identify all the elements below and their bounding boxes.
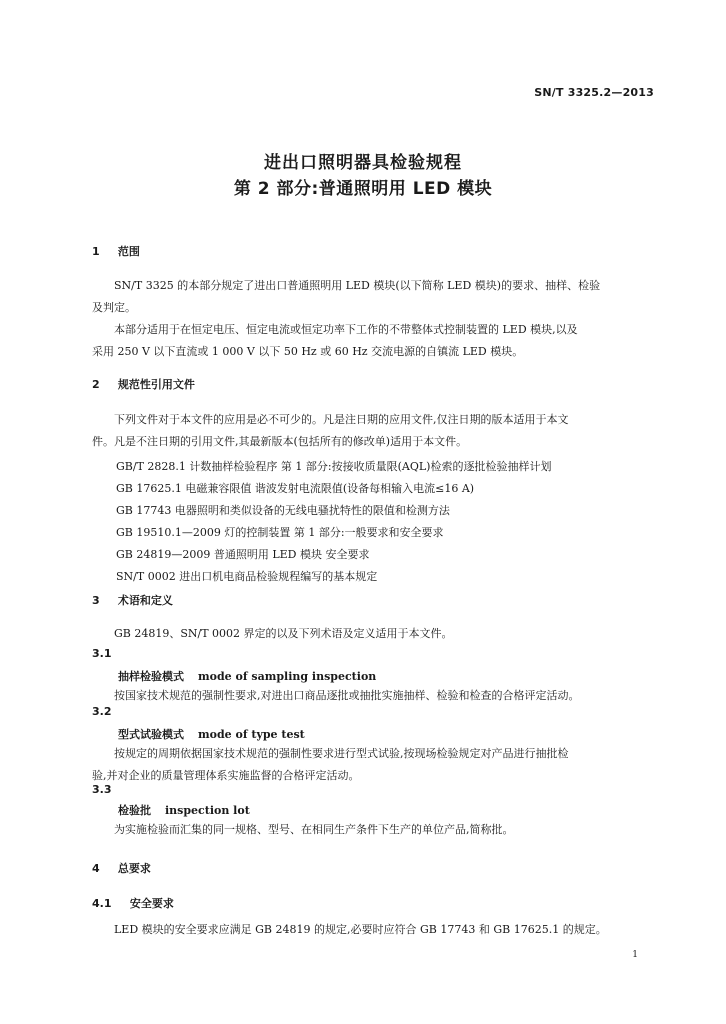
section-number: 4 [92, 862, 100, 875]
section-title: 总要求 [117, 862, 151, 875]
document-subtitle: 第 2 部分:普通照明用 LED 模块 [233, 179, 493, 199]
section-title: 规范性引用文件 [117, 378, 195, 391]
term-entry [118, 802, 250, 818]
paragraph-line: 采用 250 V 以下直流或 1 000 V 以下 50 Hz 或 60 Hz 交流电源的自镇流 LED 模块。 [92, 345, 524, 358]
subsection-heading-safety [92, 895, 174, 911]
reference-item: GB 24819—2009 普通照明用 LED 模块 安全要求 [116, 548, 370, 561]
reference-item: GB/T 2828.1 计数抽样检验程序 第 1 部分:按接收质量限(AQL)检索的逐批检验抽样计划 [116, 460, 552, 473]
section-number: 3 [92, 594, 100, 607]
term-entry [118, 668, 376, 684]
document-title: 进出口照明器具检验规程 [264, 153, 462, 173]
term-english: inspection lot [165, 804, 250, 817]
paragraph-line: SN/T 3325 的本部分规定了进出口普通照明用 LED 模块(以下简称 LED 模块)的要求、抽样、检验 [114, 279, 601, 292]
term-definition: 为实施检验而汇集的同一规格、型号、在相同生产条件下生产的单位产品,简称批。 [114, 823, 514, 836]
paragraph-line: 本部分适用于在恒定电压、恒定电流或恒定功率下工作的不带整体式控制装置的 LED 模块,以及 [114, 323, 578, 336]
term-chinese: 抽样检验模式 [118, 670, 184, 683]
subsection-title: 安全要求 [129, 897, 174, 910]
subsection-number: 4.1 [92, 897, 112, 910]
section-number: 2 [92, 378, 100, 391]
reference-item: GB 17743 电器照明和类似设备的无线电骚扰特性的限值和检测方法 [116, 504, 450, 517]
section-title: 范围 [117, 245, 140, 258]
reference-item: GB 19510.1—2009 灯的控制装置 第 1 部分:一般要求和安全要求 [116, 526, 444, 539]
term-definition: 按国家技术规范的强制性要求,对进出口商品逐批或抽批实施抽样、检验和检查的合格评定活动。 [114, 689, 580, 702]
paragraph-line: LED 模块的安全要求应满足 GB 24819 的规定,必要时应符合 GB 17743 和 GB 17625.1 的规定。 [114, 923, 607, 936]
paragraph-line: 件。凡是不注日期的引用文件,其最新版本(包括所有的修改单)适用于本文件。 [92, 435, 468, 448]
standard-code: SN/T 3325.2—2013 [534, 86, 654, 99]
paragraph-line: GB 24819、SN/T 0002 界定的以及下列术语及定义适用于本文件。 [114, 627, 453, 640]
term-chinese: 检验批 [118, 804, 151, 817]
page-number: 1 [632, 950, 638, 960]
term-english: mode of sampling inspection [198, 670, 377, 683]
reference-item: SN/T 0002 进出口机电商品检验规程编写的基本规定 [116, 570, 378, 583]
term-definition: 按规定的周期依据国家技术规范的强制性要求进行型式试验,按现场检验规定对产品进行抽批检 [114, 747, 569, 760]
section-number: 1 [92, 245, 100, 258]
section-heading-scope [92, 243, 140, 259]
term-number: 3.3 [92, 783, 112, 796]
term-definition: 验,并对企业的质量管理体系实施监督的合格评定活动。 [92, 769, 360, 782]
term-number: 3.1 [92, 647, 112, 660]
paragraph-line: 及判定。 [92, 301, 136, 314]
term-chinese: 型式试验模式 [118, 728, 184, 741]
section-heading-normative-references [92, 376, 195, 392]
section-heading-terms [92, 592, 173, 608]
reference-item: GB 17625.1 电磁兼容限值 谐波发射电流限值(设备每相输入电流≤16 A) [116, 482, 475, 495]
paragraph-line: 下列文件对于本文件的应用是必不可少的。凡是注日期的应用文件,仅注日期的版本适用于本文 [114, 413, 569, 426]
term-english: mode of type test [198, 728, 305, 741]
term-number: 3.2 [92, 705, 112, 718]
section-heading-general-requirements [92, 860, 151, 876]
term-entry [118, 726, 305, 742]
section-title: 术语和定义 [117, 594, 173, 607]
